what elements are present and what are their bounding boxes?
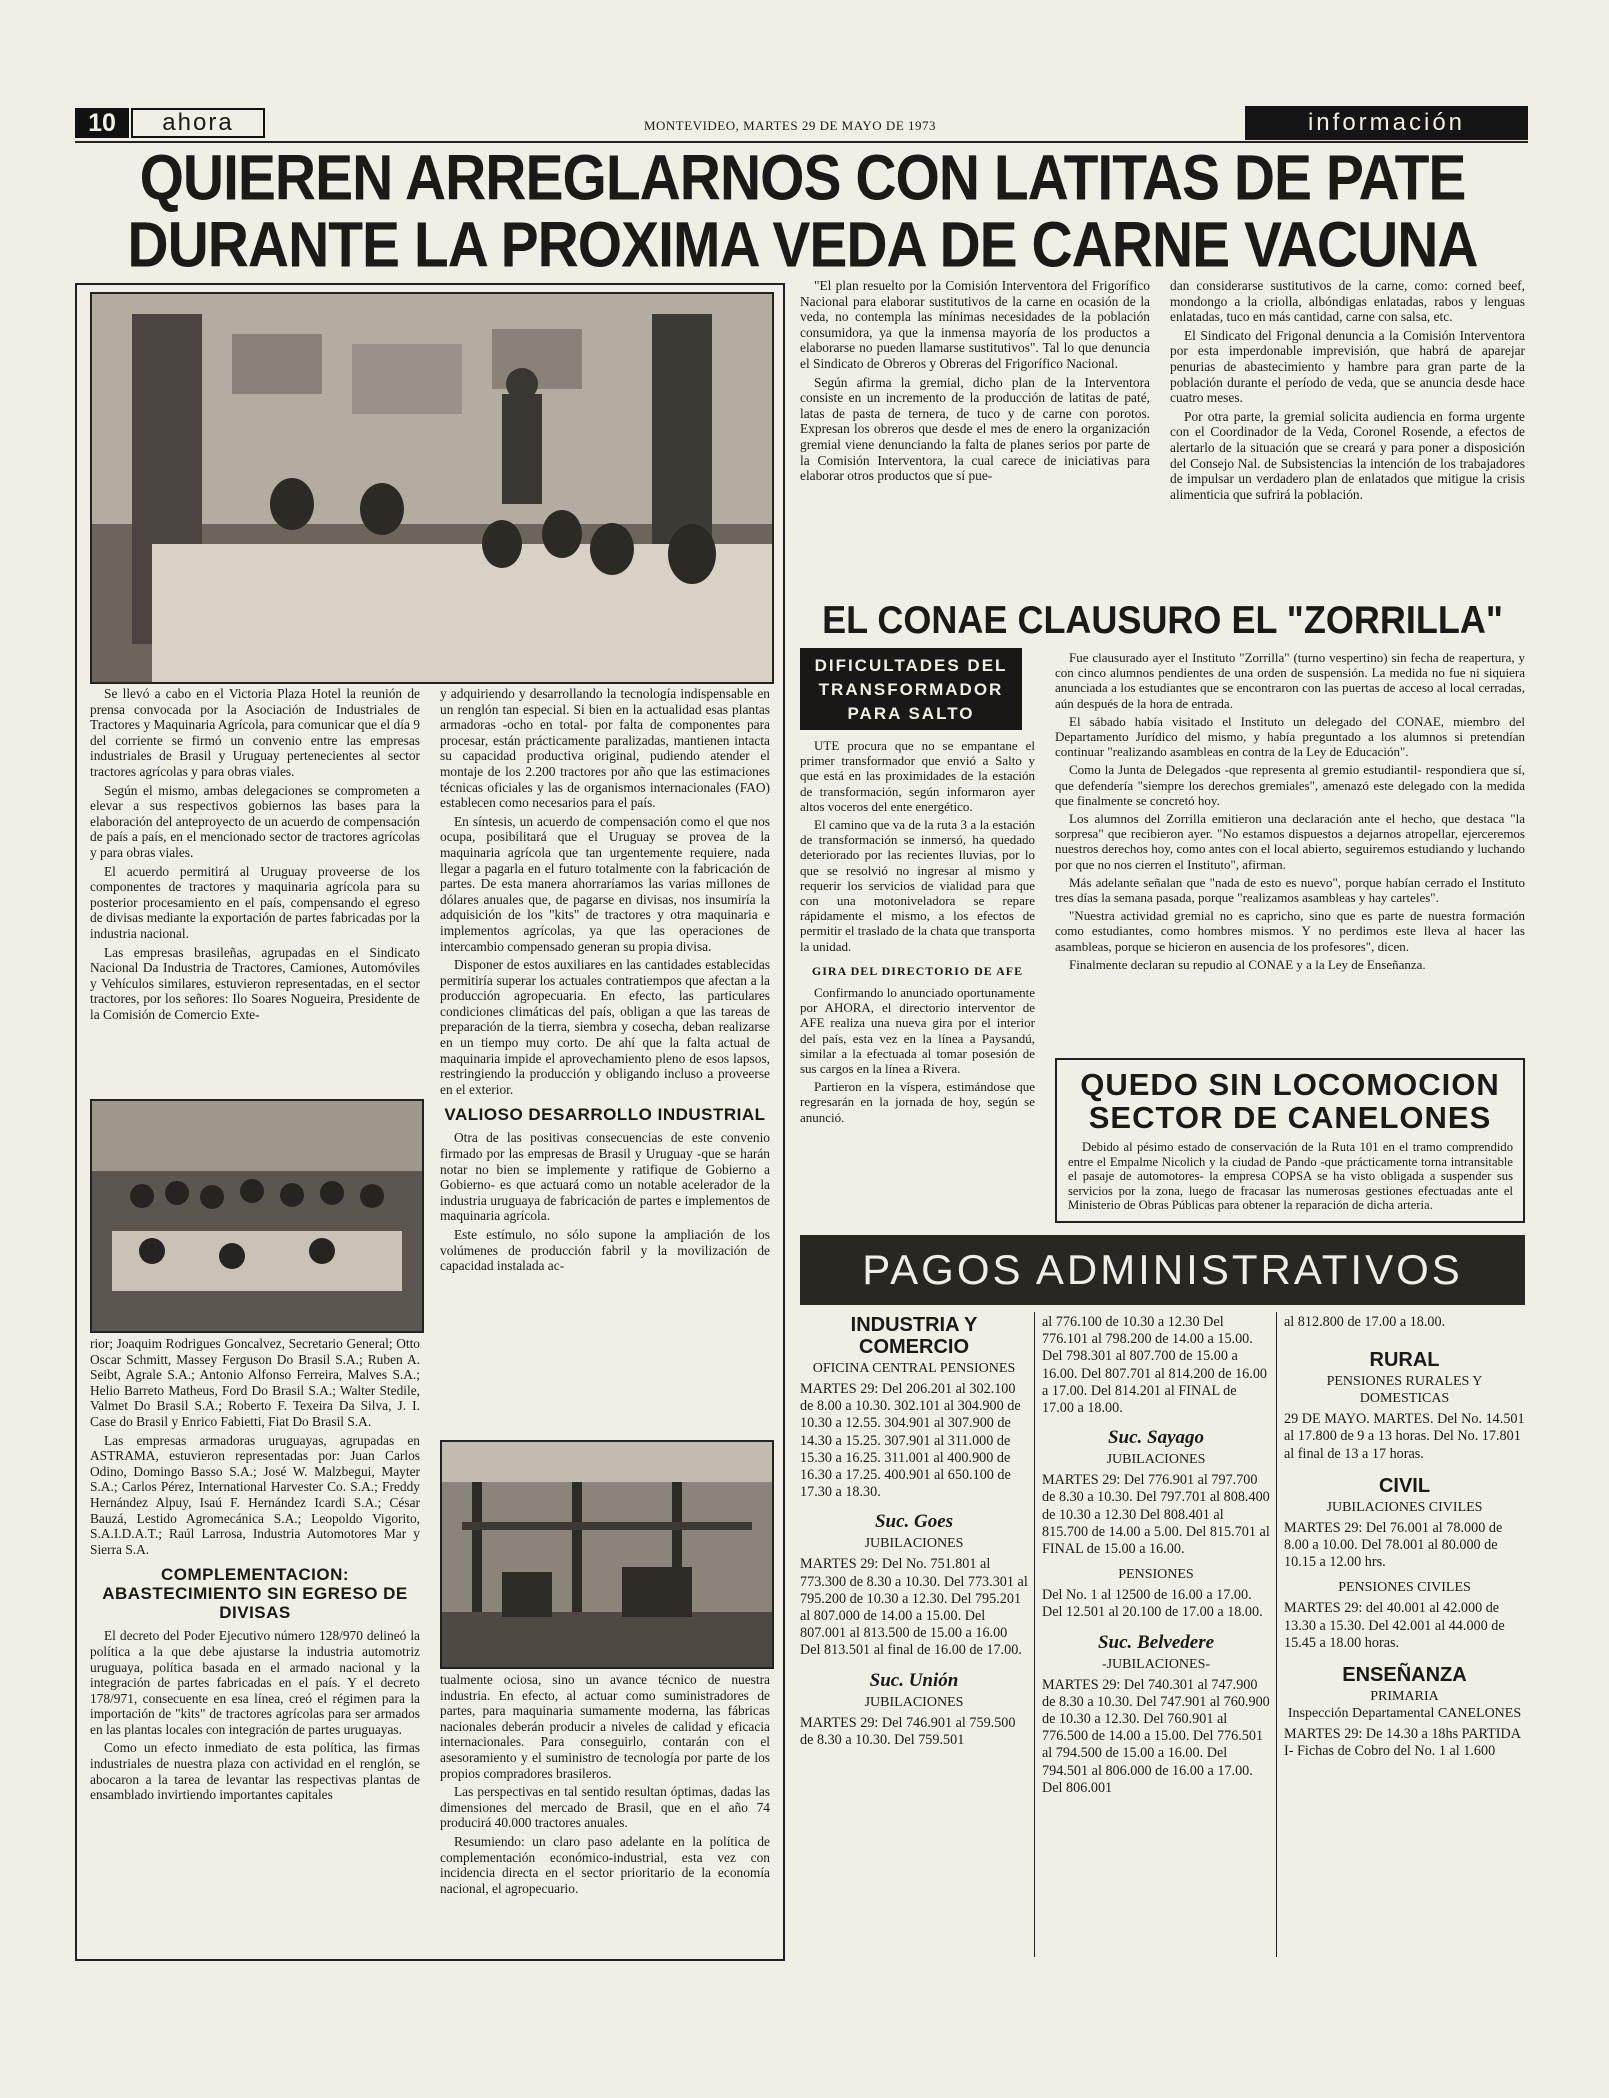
paragraph: Fue clausurado ayer el Instituto "Zorrilla" (turno vespertino) sin fecha de reapertura, y con cinco alumnos pendientes de una orden de suspensión. La medida no fue ni siquiera anunciada a los estudiantes que se encontraron con las puertas de acceso al local cerradas, aún después de la hora de entrada. — [1055, 650, 1525, 711]
paragraph: Las perspectivas en tal sentido resultan óptimas, dadas las dimensiones del mercado de Brasil, que en el año 74 producirá 40.000 tractores anuales. — [440, 1784, 770, 1831]
page-number: 10 — [88, 109, 116, 137]
suc-belvedere-heading: Suc. Belvedere — [1097, 1631, 1215, 1653]
factory-photo — [440, 1440, 774, 1669]
paragraph: Los alumnos del Zorrilla emitieron una declaración ante el hecho, que destaca "la sorpresa" que recibieron ayer. "No estamos dispuestos a dejarnos atropellar, ejerceremos nuestros derechos hoy, como antes con el local abierto, seguiremos estudiando y luchando por que no nos cierren el Instituto", afirman. — [1055, 811, 1525, 872]
inspeccion-label: Inspección Departamental CANELONES — [1287, 1706, 1522, 1722]
conae-headline: EL CONAE CLAUSURO EL "ZORRILLA" — [822, 597, 1503, 642]
civil-heading: CIVIL — [1378, 1474, 1431, 1497]
pagos-text: MARTES 29: De 14.30 a 18hs PARTIDA I- Fichas de Cobro del No. 1 al 1.600 — [1284, 1726, 1521, 1760]
photo-image — [442, 1442, 772, 1667]
paragraph: Disponer de estos auxiliares en las cantidades establecidas permitiría superar los actuales contratiempos que afectan a la producción agropecuaria. En efecto, las particulares condiciones climáticas del país, obligan a que las tareas de preparación de la tierra, siembra y cosecha, deban realizarse en un tiempo muy corto. De ahí que la falta actual de maquinaria impide el aprovechamiento pleno de esos lapsos, restringiendo la producción y obligando incluso a proveerse en el exterior. — [440, 957, 770, 1097]
subheading-valioso: VALIOSO DESARROLLO INDUSTRIAL — [444, 1105, 766, 1125]
jubilaciones-label: JUBILACIONES — [864, 1694, 964, 1710]
paragraph: Como la Junta de Delegados -que representa al gremio estudiantil- respondiera que sí, que defendería "siempre los derechos gremiales", amenazó este delegado con la medida que finalmente se concretó hoy. — [1055, 762, 1525, 808]
canelones-headline-2: SECTOR DE CANELONES — [1088, 1100, 1492, 1135]
paragraph: "El plan resuelto por la Comisión Interventora del Frigorífico Nacional para elaborar sustitutivos de la carne en ocasión de la veda, no contempla las mínimas necesidades de la población consumidora, ya que la inmensa mayoría de los productos a elaborarse no pueden llamarse sustitutivos". Tal lo que denuncia el Sindicato de Obreros y Obreras del Frigorífico Nacional. — [800, 278, 1150, 371]
main-article-col4 — [1170, 278, 1525, 596]
ensenanza-heading: ENSEÑANZA — [1342, 1664, 1467, 1687]
pensiones-civiles-label: PENSIONES CIVILES — [1338, 1580, 1471, 1596]
suc-goes-heading: Suc. Goes — [874, 1511, 954, 1533]
main-headline-1: QUIEREN ARREGLARNOS CON LATITAS DE PATE — [139, 142, 1466, 214]
paragraph: y adquiriendo y desarrollando la tecnología indispensable en un renglón tan especial. Si bien en la actualidad esas plantas armadoras -ocho en total- por falta de componentes para procesar, están prácticamente paralizadas, mantienen intacta su capacidad productiva original, pudiendo atender el montaje de los 2.200 tractores por año que las estimaciones técnicas oficiales y las de organismos internacionales (FAO) establecen como necesarios para el país. — [440, 686, 770, 811]
paragraph: Las empresas armadoras uruguayas, agrupadas en ASTRAMA, estuvieron representadas por: Juan Carlos Odino, Domingo Basso S.A.; José W. Malzbegui, Mayter S.A.; Carlos Pérez, International Harvester Co. S.A.; Freddy Hernández Alpuy, Isaú F. Hernández Icardi S.A.; César Bauzá, Lestido Agromecánica S.A.; Leopoldo Vigorito, S.A.I.D.A.T.; Raúl Larrosa, Industria Automotores Mar y Sierra S.A. — [90, 1432, 420, 1557]
industria-heading: INDUSTRIA Y COMERCIO — [850, 1314, 978, 1358]
paragraph: tualmente ociosa, sino un avance técnico de nuestra industria. En efecto, al actuar como suministradores de partes, para maquinaria sumamente moderna, las fábricas nacionales deberán producir a niveles de calidad y eficacia internacionales. Para conseguirlo, contarán con el asesoramiento y el suministro de tecnología por parte de los propios compradores brasileros. — [440, 1672, 770, 1781]
paragraph: El camino que va de la ruta 3 a la estación de transformación se inmersó, ha quedado deteriorado por las recientes lluvias, por lo que se resolvió no ingresar al mismo y requerir los servicios de vialidad para que con una motoniveladora se repare rápidamente el mismo, a los efectos de permitir el traslado de la chata que transporta la unidad. — [800, 817, 1035, 954]
pensiones-label: PENSIONES — [1118, 1567, 1194, 1583]
main-article-col1 — [90, 686, 420, 1091]
paragraph: "Nuestra actividad gremial no es capricho, sino que es parte de nuestra formación como estudiantes, como hombres mismos. Y no perdimos este lleva al hacer las asambleas, porque se hicieron en ausencia de los profesores", dicen. — [1055, 908, 1525, 954]
paragraph: UTE procura que no se empantane el primer transformador que envió a Salto y que está en las proximidades de la estación de transformación, según informaron ayer altos voceros del ente energético. — [800, 738, 1035, 814]
paragraph: Más adelante señalan que "nada de esto es nuevo", porque habían cerrado el Instituto tres días la semana pasada, porque "realizamos asambleas y hay carteles". — [1055, 874, 1525, 906]
pagos-text: al 776.100 de 10.30 a 12.30 Del 776.101 al 798.200 de 14.00 a 15.00. Del 798.301 al 807.700 de 15.00 a 16.00. Del 807.701 al 814.200 de 16.00 a 17.00. Del 814.201 al FINAL de 17.00 a 18.00. — [1042, 1314, 1268, 1417]
pagos-text: MARTES 29: Del 76.001 al 78.000 de 8.00 a 10.00. Del 78.001 al 80.000 de 10.15 a 12.00 hrs. — [1284, 1519, 1503, 1571]
primaria-label: PRIMARIA — [1370, 1689, 1439, 1705]
paragraph: El acuerdo permitirá al Uruguay proveerse de los componentes de tractores y maquinaria agrícola para su posterior procesamiento en el país, compensando el egreso de divisas mediante la exportación de partes fabricadas por la industria nacional. — [90, 863, 420, 941]
main-article-col2-bottom — [440, 1672, 770, 1952]
photo-image — [92, 294, 772, 682]
dateline: MONTEVIDEO, MARTES 29 DE MAYO DE 1973 — [643, 118, 937, 133]
pagos-banner: PAGOS ADMINISTRATIVOS — [800, 1235, 1525, 1305]
paragraph: Según afirma la gremial, dicho plan de la Interventora consiste en un incremento de la producción de latitas de paté, latas de pasta de ternera, de tuco y de carne con porotos. Expresan los obreros que desde el mes de enero la organización gremial viene denunciando la falta de planes serios por parte de la Comisión Interventora, la cual carece de iniciativas para elaborar otros productos que sí pue- — [800, 374, 1150, 484]
pagos-text: 29 DE MAYO. MARTES. Del No. 14.501 al 17.800 de 9 a 13 horas. Del No. 17.801 al final de 13 a 17 horas. — [1284, 1411, 1525, 1462]
paragraph: dan considerarse sustitutivos de la carne, como: corned beef, mondongo a la criolla, albóndigas enlatadas, rabos y lenguas enlatadas, tuco en más cantidad, carne con salsa, etc. — [1170, 278, 1525, 325]
suc-union-heading: Suc. Unión — [869, 1669, 959, 1691]
suc-sayago-heading: Suc. Sayago — [1107, 1427, 1205, 1449]
pagos-text: MARTES 29: Del 206.201 al 302.100 de 8.00 a 10.30. 302.101 al 304.900 de 10.30 a 12.55. 304.901 al 307.900 de 14.30 a 15.25. 307.901 al 311.000 de 15.30 a 16.25. 311.001 al 400.900 de 16.30 a 17.25. 400.901 al 650.100 de 17.30 a 18.30. — [800, 1381, 1021, 1501]
pagos-text: MARTES 29: Del No. 751.801 al 773.300 de 8.30 a 10.30. Del 773.301 al 795.200 de 10.30 a 12.30. Del 795.201 al 807.000 de 14.00 a 15.00. Del 807.001 al 813.500 de 15.00 a 16.00 Del 813.501 al final de 16.00 de 17.00. — [800, 1556, 1028, 1659]
salto-subheading: GIRA DEL DIRECTORIO DE AFE — [811, 963, 1024, 978]
paragraph: Como un efecto inmediato de esta política, las firmas industriales de nuestra plaza con actividad en el renglón, se abocaron a la tarea de levantar las respectivas plantas de ensamblado invirtiendo importantes capitales — [90, 1740, 420, 1803]
paragraph: Según el mismo, ambas delegaciones se comprometen a elevar a sus respectivos gobiernos las bases para la elaboración del anteproyecto de un acuerdo de compensación de país a país, en el mencionado sector de tractores agrícolas y para obras viales. — [90, 782, 420, 860]
salto-article — [800, 738, 1035, 1238]
main-article-col1-continued — [90, 1336, 420, 1956]
jubilaciones-label: JUBILACIONES — [864, 1536, 964, 1552]
photo-image — [92, 1101, 422, 1331]
pagos-text: Del No. 1 al 12500 de 16.00 a 17.00. Del 12.501 al 20.100 de 17.00 a 18.00. — [1042, 1587, 1263, 1621]
pagos-divider — [1034, 1312, 1035, 1957]
paragraph: Se llevó a cabo en el Victoria Plaza Hotel la reunión de prensa convocada por la Asociación de Industriales de Tractores y Maquinaria Agrícola, para comunicar que el día 9 del corriente se firmó un convenio entre las empresas industriales de Brasil y Uruguay pertenecientes al sector tractores agrícolas y para obras viales. — [90, 686, 420, 779]
paper-logo: ahora — [131, 108, 265, 138]
pensiones-rurales-label: PENSIONES RURALES Y DOMESTICAS — [1326, 1374, 1483, 1407]
paragraph: Partieron en la víspera, estimándose que regresarán en la jornada de hoy, según se anunció. — [800, 1079, 1035, 1125]
jubilaciones-label: JUBILACIONES — [1106, 1452, 1206, 1468]
salto-headline: DIFICULTADES DEL TRANSFORMADOR PARA SALTO — [800, 648, 1022, 730]
subheading-complementacion: COMPLEMENTACION: ABASTECIMIENTO SIN EGRESO DE DIVISAS — [102, 1565, 408, 1623]
paragraph: El sábado había visitado el Instituto un delegado del CONAE, miembro del Departamento Jurídico del mismo, y había preguntado a los alumnos si pretendían continuar "realizando asambleas en contra de la Ley de Educación". — [1055, 713, 1525, 760]
oficina-central-label: OFICINA CENTRAL PENSIONES — [812, 1361, 1016, 1376]
main-article-col2 — [440, 686, 770, 1274]
main-headline-2: DURANTE LA PROXIMA VEDA DE CARNE VACUNA — [127, 209, 1478, 281]
pagos-text: MARTES 29: Del 776.901 al 797.700 de 8.30 a 10.30. Del 797.701 al 808.400 de 10.30 a 12.30 Del 808.401 al 815.700 de 14.00 a 5.00. Del 815.701 al FINAL de 15.00 a 16.00. — [1042, 1472, 1270, 1558]
signing-meeting-photo — [90, 1099, 424, 1333]
paragraph: rior; Joaquim Rodrigues Goncalvez, Secretario General; Otto Oscar Schmitt, Massey Ferguson Do Brasil S.A.; Ruben A. Seibt, Agrale S.A.; Antonio Alfonso Ferreira, Malves S.A.; Helio Barreto Matheus, Ford Do Brasil S.A.; Walter Stedile, Valmet Do Brasil S.A.; Roberto F. Texeira Da Silva, J. I. Case do Brasil y Enrico Fabietti, Fiat Do Brasil S.A. — [90, 1336, 420, 1429]
pagos-text: MARTES 29: del 40.001 al 42.000 de 13.30 a 15.30. Del 42.001 al 44.000 de 15.45 a 18.00 horas. — [1284, 1600, 1505, 1651]
pagos-col3 — [1284, 1310, 1525, 1960]
canelones-headline-1: QUEDO SIN LOCOMOCION — [1080, 1067, 1500, 1102]
main-article-col3 — [800, 278, 1150, 596]
paragraph: Este estímulo, no sólo supone la ampliación de los volúmenes de producción fabril y la movilización de capacidad instalada ac- — [440, 1227, 770, 1274]
paragraph: Finalmente declaran su repudio al CONAE y a la Ley de Enseñanza. — [1069, 956, 1426, 972]
conae-article — [1055, 650, 1525, 1050]
paragraph: El Sindicato del Frigonal denuncia a la Comisión Interventora por esta imperdonable imprevisión, que habrá de aparejar penurias de abastecimiento y hambre para gran parte de la población durante el período de veda, que se anuncia desde hace cuatro meses. — [1170, 327, 1525, 406]
canelones-body — [1068, 1140, 1513, 1218]
page-number-box — [75, 108, 129, 138]
pagos-text: MARTES 29: Del 746.901 al 759.500 de 8.30 a 10.30. Del 759.501 — [800, 1714, 1016, 1748]
jubilaciones-civiles-label: JUBILACIONES CIVILES — [1326, 1499, 1483, 1515]
pagos-col2 — [1042, 1310, 1270, 1960]
rural-heading: RURAL — [1369, 1349, 1440, 1372]
section-label: información — [1245, 106, 1528, 140]
jubilaciones-label: -JUBILACIONES- — [1101, 1656, 1211, 1672]
paragraph: En síntesis, un acuerdo de compensación como el que nos ocupa, posibilitará que el Uruguay se provea de la maquinaria agrícola que tan urgentemente requiere, nada llegar a pagarla en el futuro totalmente con la fabricación de partes. De esta manera ahorraríamos las varias millones de dólares anuales que, de pagarse en divisas, nos insumiría la adquisición de los "kits" de tractores y otra maquinaria e implementos agrícolas, ya que las operaciones de intercambio compensado generan su propia divisa. — [440, 813, 770, 954]
paragraph: Debido al pésimo estado de conservación de la Ruta 101 en el tramo comprendido entre el Empalme Nicolich y la ciudad de Pando -que prácticamente torna intransitable el pasaje de automotores- la empresa COPSA se ha visto obligada a suspender sus servicios por la zona, luego de fracasar las numerosas gestiones efectuadas ante el Ministerio de Obras Públicas para obtener la reparación de dicha arteria. — [1068, 1140, 1513, 1213]
paragraph: El decreto del Poder Ejecutivo número 128/970 delineó la política a la que debe ajustarse la industria automotriz uruguaya, política basada en el armado nacional y la integración de partes fabricadas en el país. Y el decreto 178/971, consecuente en esa línea, creó el régimen para la importación de "kits" de tractores agrícolas para ser armados en las plantas locales con integración de partes uruguayas. — [90, 1628, 420, 1737]
paragraph: Resumiendo: un claro paso adelante en la política de complementación económico-industrial, esta vez con incidencia directa en el sector prioritario de la economía nacional, el agropecuario. — [440, 1833, 770, 1896]
press-conference-photo — [90, 292, 774, 684]
paragraph: Por otra parte, la gremial solicita audiencia en forma urgente con el Coordinador de la Veda, Coronel Rosende, a efectos de alertarlo de la situación que se creará y para poner a disposición del Consejo Nal. de Subsistencias la intención de los trabajadores de impulsar un verdadero plan de enlatados que mitigue la crisis alimenticia que sufrirá la población. — [1170, 408, 1525, 502]
pagos-divider — [1276, 1312, 1277, 1957]
paragraph: Las empresas brasileñas, agrupadas en el Sindicato Nacional Da Industria de Tractores, Camiones, Automóviles y Vehículos similares, estuvieron representadas, en el sector tractores, por los señores: Ilo Soares Nogueira, Presidente de la Comisión de Comercio Exte- — [90, 944, 420, 1022]
paragraph: Otra de las positivas consecuencias de este convenio firmado por las empresas de Brasil y Uruguay -que se harán notar no bien se implemente y ratifique de Gobierno a Gobierno- es que actuará como un notable acelerador de la industria uruguaya de fabricación de partes e implementos de maquinaria agrícola. — [440, 1130, 770, 1224]
pagos-text: al 812.800 de 17.00 a 18.00. — [1284, 1314, 1446, 1330]
pagos-col1 — [800, 1310, 1028, 1960]
pagos-text: MARTES 29: Del 740.301 al 747.900 de 8.30 a 10.30. Del 747.901 al 760.900 de 10.30 a 12.30. Del 760.901 al 776.500 de 14.00 a 15.00. Del 776.501 al 794.500 de 15.00 a 16.00. Del 794.501 al 806.000 de 16.00 a 17.00. Del 806.001 — [1042, 1676, 1270, 1796]
paragraph: Confirmando lo anunciado oportunamente por AHORA, el directorio interventor de AFE realiza una nueva gira por el interior del país, esta vez en la línea a Paysandú, similar a la efectuada al tomar posesión de sus cargos en la línea a Rivera. — [800, 985, 1035, 1077]
